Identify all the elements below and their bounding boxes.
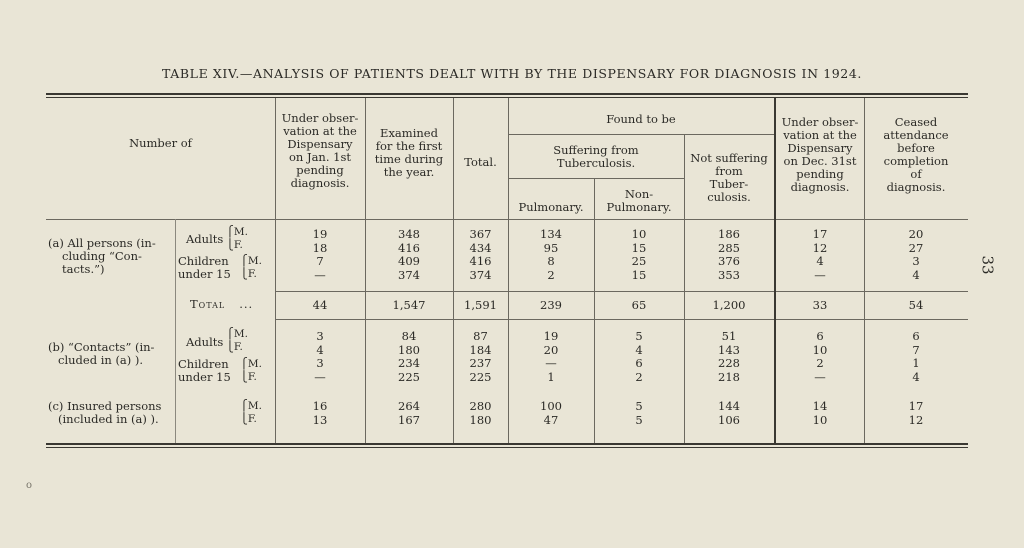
- header-examined: Examined for the first time during the year.: [374, 126, 444, 179]
- col-nonpulm-a: 10 15 25 15: [631, 227, 647, 282]
- header-not-suffering: Not suffering from Tuber- culosis.: [690, 151, 768, 204]
- col-dec-c: 14 10: [812, 399, 828, 427]
- group-c-sex: ⎧M. ⎩F.: [240, 400, 262, 425]
- col-total-c: 280 180: [469, 399, 492, 427]
- col-dec-b: 6 10 2 —: [812, 329, 828, 384]
- top-rule: [46, 93, 968, 95]
- col-ceased-c: 17 12: [908, 399, 924, 427]
- group-c-label: (c) Insured persons (included in (a) ).: [48, 399, 162, 426]
- group-b-children-sex: ⎧M. ⎩F.: [240, 358, 262, 383]
- header-suffering: Suffering from Tuberculosis.: [553, 143, 639, 170]
- group-a-adults: Adults: [186, 232, 224, 246]
- col-notsuf-b: 51 143 228 218: [718, 329, 740, 384]
- total-row-label: Total ...: [190, 297, 254, 311]
- page-number: 33: [978, 255, 997, 275]
- header-ceased: Ceased attendance before completion of diagnosis.: [883, 115, 949, 194]
- col-notsuf-total: 1,200: [712, 298, 746, 312]
- col-pulm-c: 100 47: [540, 399, 562, 427]
- top-rule-thin: [46, 97, 968, 98]
- col-ceased-total: 54: [908, 298, 924, 312]
- col-exam-c: 264 167: [398, 399, 420, 427]
- col-pulm-total: 239: [540, 298, 562, 312]
- col-exam-b: 84 180 234 225: [398, 329, 420, 384]
- col-divider-1: [175, 219, 176, 443]
- col-ceased-b: 6 7 1 4: [912, 329, 920, 384]
- col-notsuf-c: 144 106: [718, 399, 740, 427]
- col-total-a: 367 434 416 374: [469, 227, 492, 282]
- group-b-children: Children under 15: [178, 357, 231, 384]
- col-pulm-b: 19 20 — 1: [543, 329, 559, 384]
- col-ceased-a: 20 27 3 4: [908, 227, 924, 282]
- found-to-be-divider: [508, 134, 774, 135]
- group-a-label: (a) All persons (in- cluding “Con- tacts.”): [48, 236, 156, 276]
- col-nonpulm-b: 5 4 6 2: [635, 329, 643, 384]
- bottom-rule: [46, 443, 968, 445]
- header-found-to-be: Found to be: [606, 112, 676, 126]
- table-title: TABLE XIV.—ANALYSIS OF PATIENTS DEALT WITH BY THE DISPENSARY FOR DIAGNOSIS IN 1924.: [162, 66, 862, 81]
- group-b-adults-sex: ⎧M. ⎩F.: [226, 328, 248, 353]
- col-nonpulm-c: 5 5: [635, 399, 643, 427]
- header-divider: [46, 219, 968, 220]
- bottom-rule-thin: [46, 447, 968, 448]
- corner-mark: o: [26, 480, 33, 491]
- header-under-obs-jan: Under obser- vation at the Dispensary on Jan. 1st pending diagnosis.: [281, 111, 359, 190]
- group-b-label: (b) “Contacts” (in- cluded in (a) ).: [48, 340, 155, 367]
- group-a-adults-sex: ⎧M. ⎩F.: [226, 226, 248, 251]
- suffering-divider: [508, 178, 684, 179]
- col-jan-c: 16 13: [312, 399, 328, 427]
- col-jan-b: 3 4 3 —: [314, 329, 326, 384]
- col-jan-total: 44: [312, 298, 328, 312]
- header-total: Total.: [464, 155, 497, 169]
- header-pulmonary: Pulmonary.: [518, 200, 584, 214]
- group-a-children: Children under 15: [178, 254, 231, 281]
- col-nonpulm-total: 65: [631, 298, 647, 312]
- col-dec-a: 17 12 4 —: [812, 227, 828, 282]
- col-total-b: 87 184 237 225: [469, 329, 492, 384]
- col-exam-total: 1,547: [392, 298, 426, 312]
- col-exam-a: 348 416 409 374: [398, 227, 420, 282]
- col-total-total: 1,591: [464, 298, 497, 312]
- header-under-obs-dec: Under obser- vation at the Dispensary on Dec. 31st pending diagnosis.: [781, 115, 859, 194]
- col-jan-a: 19 18 7 —: [312, 227, 328, 282]
- col-notsuf-a: 186 285 376 353: [718, 227, 740, 282]
- header-non-pulmonary: Non- Pulmonary.: [606, 187, 672, 214]
- group-a-children-sex: ⎧M. ⎩F.: [240, 255, 262, 280]
- col-pulm-a: 134 95 8 2: [540, 227, 562, 282]
- group-b-adults: Adults: [186, 335, 224, 349]
- header-number-of: Number of: [129, 136, 192, 150]
- col-dec-total: 33: [812, 298, 828, 312]
